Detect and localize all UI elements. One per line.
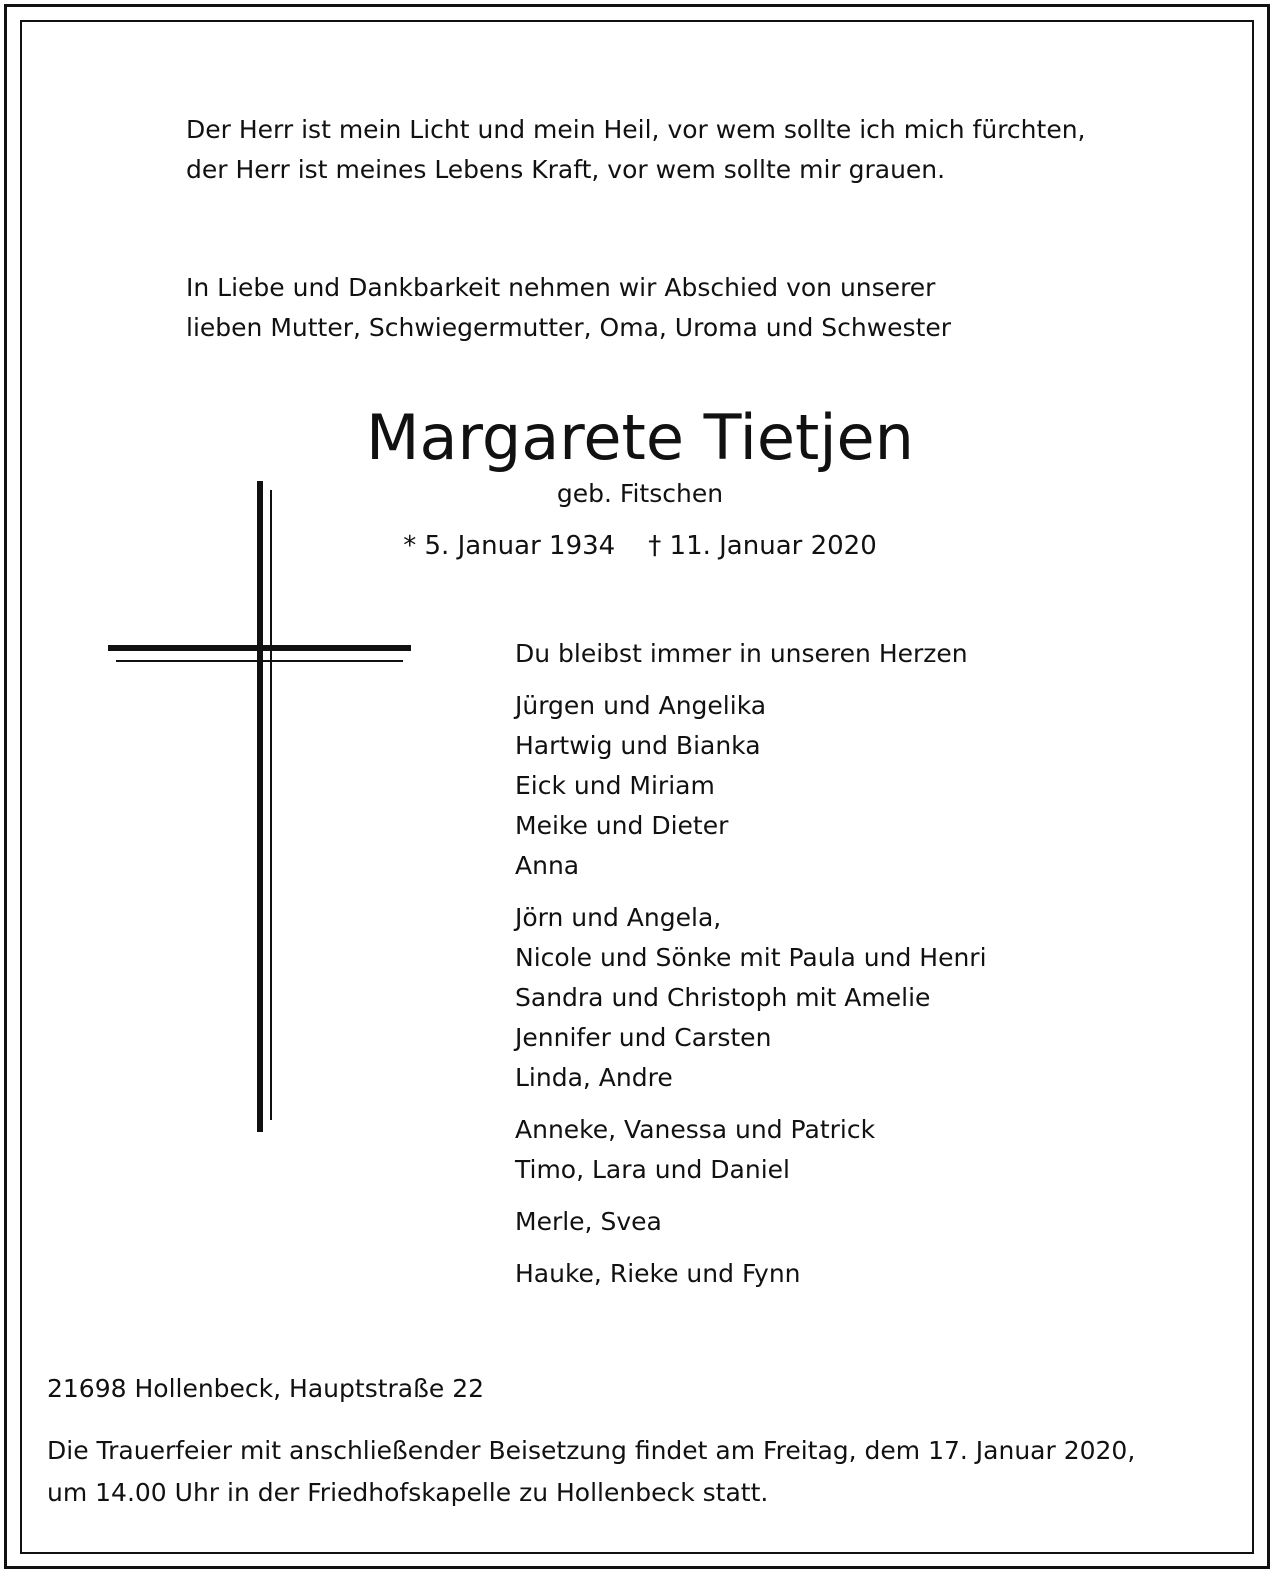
cross-vertical-bar [257,481,263,1132]
list-item: Timo, Lara und Daniel [515,1155,790,1184]
mourners-list [515,634,987,1306]
psalm-line: Der Herr ist mein Licht und mein Heil, vor wem sollte ich mich fürchten, [186,115,1086,144]
cross-horizontal-bar [108,645,411,651]
family-group-children [515,686,987,886]
motto-group [515,634,987,674]
list-item: Meike und Dieter [515,811,729,840]
cross-horizontal-shadow [116,660,403,662]
funeral-service-info [47,1430,1135,1514]
list-item: Linda, Andre [515,1063,673,1092]
list-item: Anneke, Vanessa und Patrick [515,1115,876,1144]
intro-line: lieben Mutter, Schwiegermutter, Oma, Uroma und Schwester [186,313,952,342]
list-item: Sandra und Christoph mit Amelie [515,983,931,1012]
service-line: Die Trauerfeier mit anschließender Beisetzung findet am Freitag, dem 17. Januar 2020, [47,1436,1136,1465]
family-group-4 [515,1202,987,1242]
list-item: Nicole und Sönke mit Paula und Henri [515,943,987,972]
service-line: um 14.00 Uhr in der Friedhofskapelle zu Hollenbeck statt. [47,1478,769,1507]
list-item: Jörn und Angela, [515,903,722,932]
life-dates: * 5. Januar 1934 † 11. Januar 2020 [403,531,877,561]
cross-vertical-shadow [270,490,272,1120]
list-item: Merle, Svea [515,1207,662,1236]
family-group-5 [515,1254,987,1294]
list-item: Hartwig und Bianka [515,731,761,760]
deceased-name: Margarete Tietjen [366,401,914,474]
family-address: 21698 Hollenbeck, Hauptstraße 22 [47,1374,484,1403]
family-group-3 [515,1110,987,1190]
list-item: Jürgen und Angelika [515,691,767,720]
intro-line: In Liebe und Dankbarkeit nehmen wir Abschied von unserer [186,273,936,302]
psalm-line: der Herr ist meines Lebens Kraft, vor wem sollte mir grauen. [186,155,946,184]
list-item: Hauke, Rieke und Fynn [515,1259,801,1288]
motto: Du bleibst immer in unseren Herzen [515,639,968,668]
family-group-grandchildren [515,898,987,1098]
list-item: Eick und Miriam [515,771,715,800]
maiden-name: geb. Fitschen [556,479,724,508]
list-item: Anna [515,851,580,880]
list-item: Jennifer und Carsten [515,1023,772,1052]
